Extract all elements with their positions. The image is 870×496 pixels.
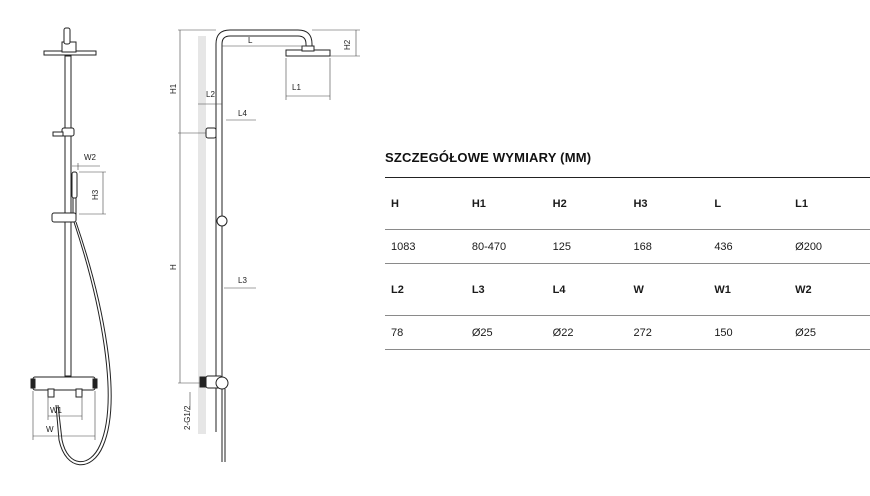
- table-header-cell: H: [385, 178, 466, 230]
- table-cell: Ø22: [547, 316, 628, 350]
- table-cell: 272: [627, 316, 708, 350]
- dim-label-l1: L1: [292, 83, 301, 92]
- table-header-cell: H2: [547, 178, 628, 230]
- wall: [198, 36, 206, 434]
- table-cell: Ø200: [789, 230, 870, 264]
- dim-label-l3: L3: [238, 276, 247, 285]
- table-cell: 78: [385, 316, 466, 350]
- table-header-cell: W2: [789, 264, 870, 316]
- dim-label-h2: H2: [343, 39, 352, 50]
- table-header-row: [385, 178, 870, 230]
- table-header-cell: H1: [466, 178, 547, 230]
- dimensions-table: [385, 177, 870, 350]
- table-cell: Ø25: [466, 316, 547, 350]
- table-cell: 150: [708, 316, 789, 350]
- dim-label-l: L: [248, 36, 253, 45]
- table-header-cell: L: [708, 178, 789, 230]
- dim-label-l2: L2: [206, 90, 215, 99]
- table-header-cell: L3: [466, 264, 547, 316]
- spec-title: SZCZEGÓŁOWE WYMIARY (MM): [385, 150, 592, 165]
- table-cell: 80-470: [466, 230, 547, 264]
- side-slider: [217, 216, 227, 226]
- dim-label-w2: W2: [84, 153, 96, 162]
- table-header-cell: W1: [708, 264, 789, 316]
- dim-label-w: W: [46, 425, 54, 434]
- dim-label-g: 2-G1/2: [183, 405, 192, 430]
- table-header-row: [385, 264, 870, 316]
- table-header-cell: L1: [789, 178, 870, 230]
- front-hand-shower: [72, 172, 77, 198]
- technical-drawing: [0, 0, 380, 496]
- table-row: [385, 230, 870, 264]
- table-header-cell: H3: [627, 178, 708, 230]
- table-header-cell: L2: [385, 264, 466, 316]
- spec-section: [385, 150, 870, 350]
- front-thermostat-mixer: [33, 377, 95, 390]
- table-cell: 125: [547, 230, 628, 264]
- dim-label-h1: H1: [169, 83, 178, 94]
- front-view: [31, 28, 111, 465]
- table-cell: Ø25: [789, 316, 870, 350]
- side-view: [169, 30, 360, 462]
- table-cell: 168: [627, 230, 708, 264]
- dim-label-h3: H3: [91, 189, 100, 200]
- dim-label-h: H: [169, 264, 178, 270]
- dim-label-w1: W1: [50, 406, 62, 415]
- dim-label-l4: L4: [238, 109, 247, 118]
- table-header-cell: L4: [547, 264, 628, 316]
- table-header-cell: W: [627, 264, 708, 316]
- table-cell: 1083: [385, 230, 466, 264]
- table-row: [385, 316, 870, 350]
- table-cell: 436: [708, 230, 789, 264]
